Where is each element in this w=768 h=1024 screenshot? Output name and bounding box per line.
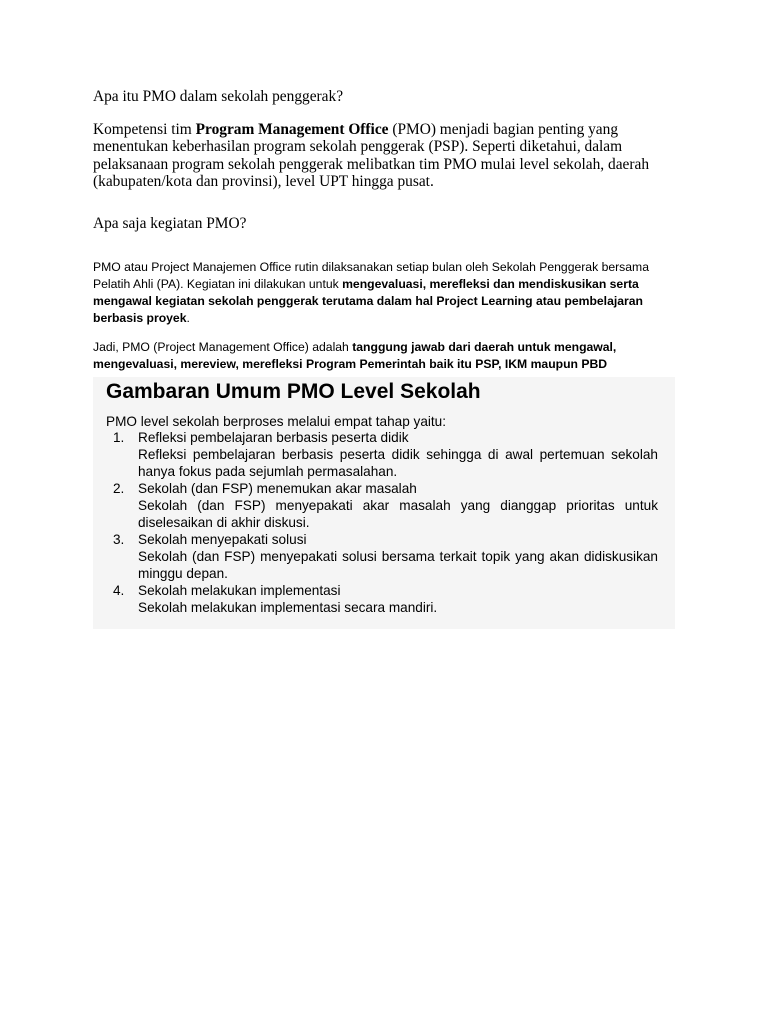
embedded-figure-pmo-level-sekolah (93, 377, 675, 629)
paragraph-pmo-competence (93, 121, 673, 191)
step-item (93, 531, 675, 582)
question-heading-activities: Apa saja kegiatan PMO? (93, 215, 247, 232)
step-number: 1. (113, 430, 125, 445)
step-description: Sekolah melakukan implementasi secara mandiri. (138, 600, 438, 615)
step-item (93, 480, 675, 531)
bold-text: tanggung jawab dari daerah untuk mengawal, mengevaluasi, mereview, merefleksi Program Pemerintah baik itu PSP, IKM maupun PBD (93, 340, 617, 371)
paragraph-pmo-conclusion (93, 339, 673, 373)
paragraph-text: Kompetensi tim (93, 121, 196, 138)
step-number: 4. (113, 583, 125, 598)
step-item (93, 429, 675, 480)
step-heading: Sekolah (dan FSP) menemukan akar masalah (138, 481, 417, 496)
figure-steps-list (93, 429, 675, 616)
step-heading: Refleksi pembelajaran berbasis peserta didik (138, 430, 409, 445)
paragraph-text: Jadi, PMO (Project Management Office) adalah (93, 340, 353, 354)
question-heading-pmo: Apa itu PMO dalam sekolah penggerak? (93, 88, 344, 105)
bold-term: Program Management Office (195, 121, 389, 138)
step-number: 2. (113, 481, 125, 496)
step-item (93, 582, 675, 616)
step-description: Sekolah (dan FSP) menyepakati solusi bersama terkait topik yang akan didiskusikan minggu depan. (138, 549, 658, 581)
paragraph-text: PMO atau Project Manajemen Office rutin dilaksanakan setiap bulan oleh Sekolah Penggerak bersama Pelatih Ahli (PA). Kegiatan ini dilakukan untuk (93, 260, 649, 291)
step-description: Refleksi pembelajaran berbasis peserta didik sehingga di awal pertemuan sekolah hanya fokus pada sejumlah permasalahan. (138, 447, 658, 479)
step-number: 3. (113, 532, 125, 547)
paragraph-text: . (186, 311, 190, 325)
figure-title: Gambaran Umum PMO Level Sekolah (106, 380, 481, 403)
step-heading: Sekolah melakukan implementasi (138, 583, 341, 598)
paragraph-text: (PMO) menjadi bagian penting yang menentukan keberhasilan program sekolah penggerak (PSP). Seperti diketahui, dalam pelaksanaan program sekolah penggerak melibatkan tim PMO mulai level sekolah, daerah (kabupaten/kota dan provinsi), level UPT hingga pusat. (93, 121, 650, 191)
step-description: Sekolah (dan FSP) menyepakati akar masalah yang dianggap prioritas untuk diselesaikan di akhir diskusi. (138, 498, 658, 530)
bold-text: mengevaluasi, merefleksi dan mendiskusikan serta mengawal kegiatan sekolah penggerak terutama dalam hal Project Learning atau pembelajaran berbasis proyek (93, 277, 643, 325)
step-heading: Sekolah menyepakati solusi (138, 532, 307, 547)
figure-intro: PMO level sekolah berproses melalui empat tahap yaitu: (106, 414, 447, 429)
paragraph-pmo-activities (93, 259, 673, 327)
